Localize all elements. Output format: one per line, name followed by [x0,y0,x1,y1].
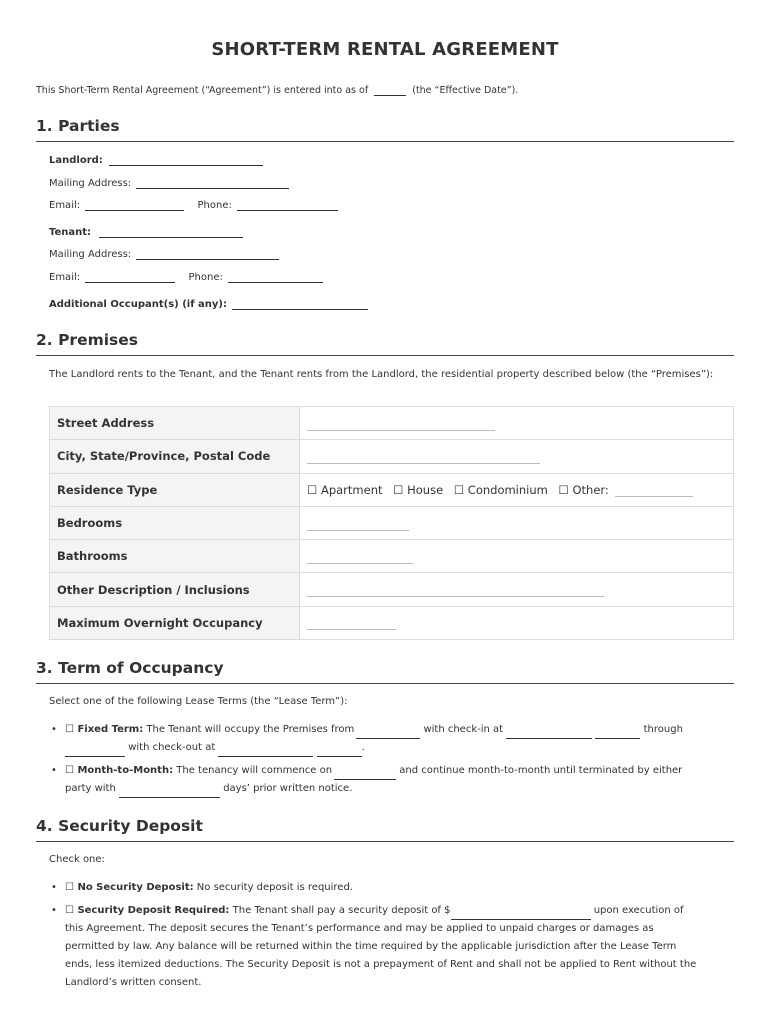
other-type-field[interactable] [615,482,693,497]
fixed-start-date-field[interactable] [356,726,420,739]
tenant-mailing-row: Mailing Address: [49,247,279,260]
landlord-phone-field[interactable] [237,198,338,211]
residence-type-label: Residence Type [50,473,300,506]
rental-agreement-page: SHORT-TERM RENTAL AGREEMENT This Short-Term Rental Agreement (“Agreement”) is entered into as of (the “Effective Date”). 1. Parties Landlord: Mailing Address: Email: Phone: Tenant: Mailing Address: Email: Phone: Additional Occupant(s) (if any): 2. Premises The Landlord rents to the Tenant, and the Tenant rents from the Landlord, the residential property described below (the “Premises”): Street Address City, State/Province, Postal Code Residence Type ☐ Apartment ☐ House ☐ Condominium ☐ Other: Bedrooms Bathrooms Other Description / Inclusions Maximum Overnight Occupancy 3. Term of Occupancy Select one of the following Lease Terms (the “Lease Term”): • ☐ Fixed Term: The Tenant will occupy the Premises from with check-in at through with check-out at . • ☐ Month-to-Month: The tenancy will commence on and continue month-to-month until terminated by either party with days’ prior written notice. 4. Security Deposit Check one: • ☐ No Security Deposit: No security deposit is required. • ☐ Security Deposit Required: The Tenant shall pay a security deposit of $ upon execution of this Agreement. The deposit secures the Tenant’s performance and may be applied to unpaid charges or damages as permitted by law. Any balance will be returned within the time required by the applicable jurisdiction after the Lease Term ends, less itemized deductions. The Security Deposit is not a prepayment of Rent and shall not be applied to Rent without the Landlord’s written consent. [0,0,770,1024]
intro-text: This Short-Term Rental Agreement (“Agreement”) is entered into as of (the “Effective Date”). [36,85,519,96]
landlord-email-field[interactable] [85,198,184,211]
section-heading-parties: 1. Parties [36,117,734,142]
table-row [50,440,734,473]
tenant-row: Tenant: [49,225,243,238]
page-title: SHORT-TERM RENTAL AGREEMENT [211,39,559,60]
tenant-contact-row: Email: Phone: [49,270,323,283]
premises-table [49,406,734,640]
bedrooms-field[interactable] [307,516,409,531]
other-description-label: Other Description / Inclusions [50,573,300,606]
table-row [50,473,734,506]
other-checkbox[interactable]: ☐ Other: [558,483,609,498]
table-row [50,540,734,573]
premises-text: The Landlord rents to the Tenant, and the Tenant rents from the Landlord, the residential property described below (the “Premises”): [49,369,714,380]
effective-date-field[interactable] [374,84,406,96]
tenant-name-field[interactable] [99,225,243,238]
notice-days-field[interactable] [119,785,220,798]
landlord-contact-row: Email: Phone: [49,198,338,211]
bedrooms-label: Bedrooms [50,506,300,539]
table-row [50,506,734,539]
street-address-field[interactable] [307,416,495,431]
apartment-checkbox[interactable]: ☐ Apartment [307,483,383,498]
month-start-date-field[interactable] [334,767,396,780]
other-description-field[interactable] [307,582,604,597]
max-occupancy-field[interactable] [307,615,396,630]
bathrooms-field[interactable] [307,549,413,564]
fixed-term-checkbox[interactable]: ☐ Fixed Term: [65,724,144,735]
city-field[interactable] [307,449,540,464]
tenant-mailing-field[interactable] [136,247,279,260]
section-heading-premises: 2. Premises [36,331,734,356]
section-heading-term: 3. Term of Occupancy [36,659,734,684]
additional-occupants-row: Additional Occupant(s) (if any): [49,297,368,310]
section-heading-deposit: 4. Security Deposit [36,817,734,842]
deposit-amount-field[interactable] [451,907,591,920]
check-out-ampm-field[interactable] [317,744,362,757]
bathrooms-label: Bathrooms [50,540,300,573]
fixed-end-date-field[interactable] [65,744,125,757]
landlord-mailing-field[interactable] [136,176,289,189]
tenant-email-field[interactable] [85,270,175,283]
check-in-ampm-field[interactable] [595,726,640,739]
no-deposit-checkbox[interactable]: ☐ No Security Deposit: [65,882,194,893]
city-label: City, State/Province, Postal Code [50,440,300,473]
check-in-time-field[interactable] [506,726,592,739]
tenant-phone-field[interactable] [228,270,323,283]
table-row [50,573,734,606]
month-to-month-checkbox[interactable]: ☐ Month-to-Month: [65,765,174,776]
landlord-row: Landlord: [49,153,263,166]
table-row [50,606,734,639]
additional-occupants-field[interactable] [232,297,368,310]
house-checkbox[interactable]: ☐ House [393,483,444,498]
max-occupancy-label: Maximum Overnight Occupancy [50,606,300,639]
street-address-label: Street Address [50,407,300,440]
landlord-mailing-row: Mailing Address: [49,176,289,189]
check-out-time-field[interactable] [218,744,313,757]
condominium-checkbox[interactable]: ☐ Condominium [453,483,548,498]
landlord-name-field[interactable] [109,153,263,166]
term-select-text: Select one of the following Lease Terms (the “Lease Term”): [49,696,348,707]
deposit-required-checkbox[interactable]: ☐ Security Deposit Required: [65,905,230,916]
table-row [50,407,734,440]
deposit-check-text: Check one: [49,854,105,865]
